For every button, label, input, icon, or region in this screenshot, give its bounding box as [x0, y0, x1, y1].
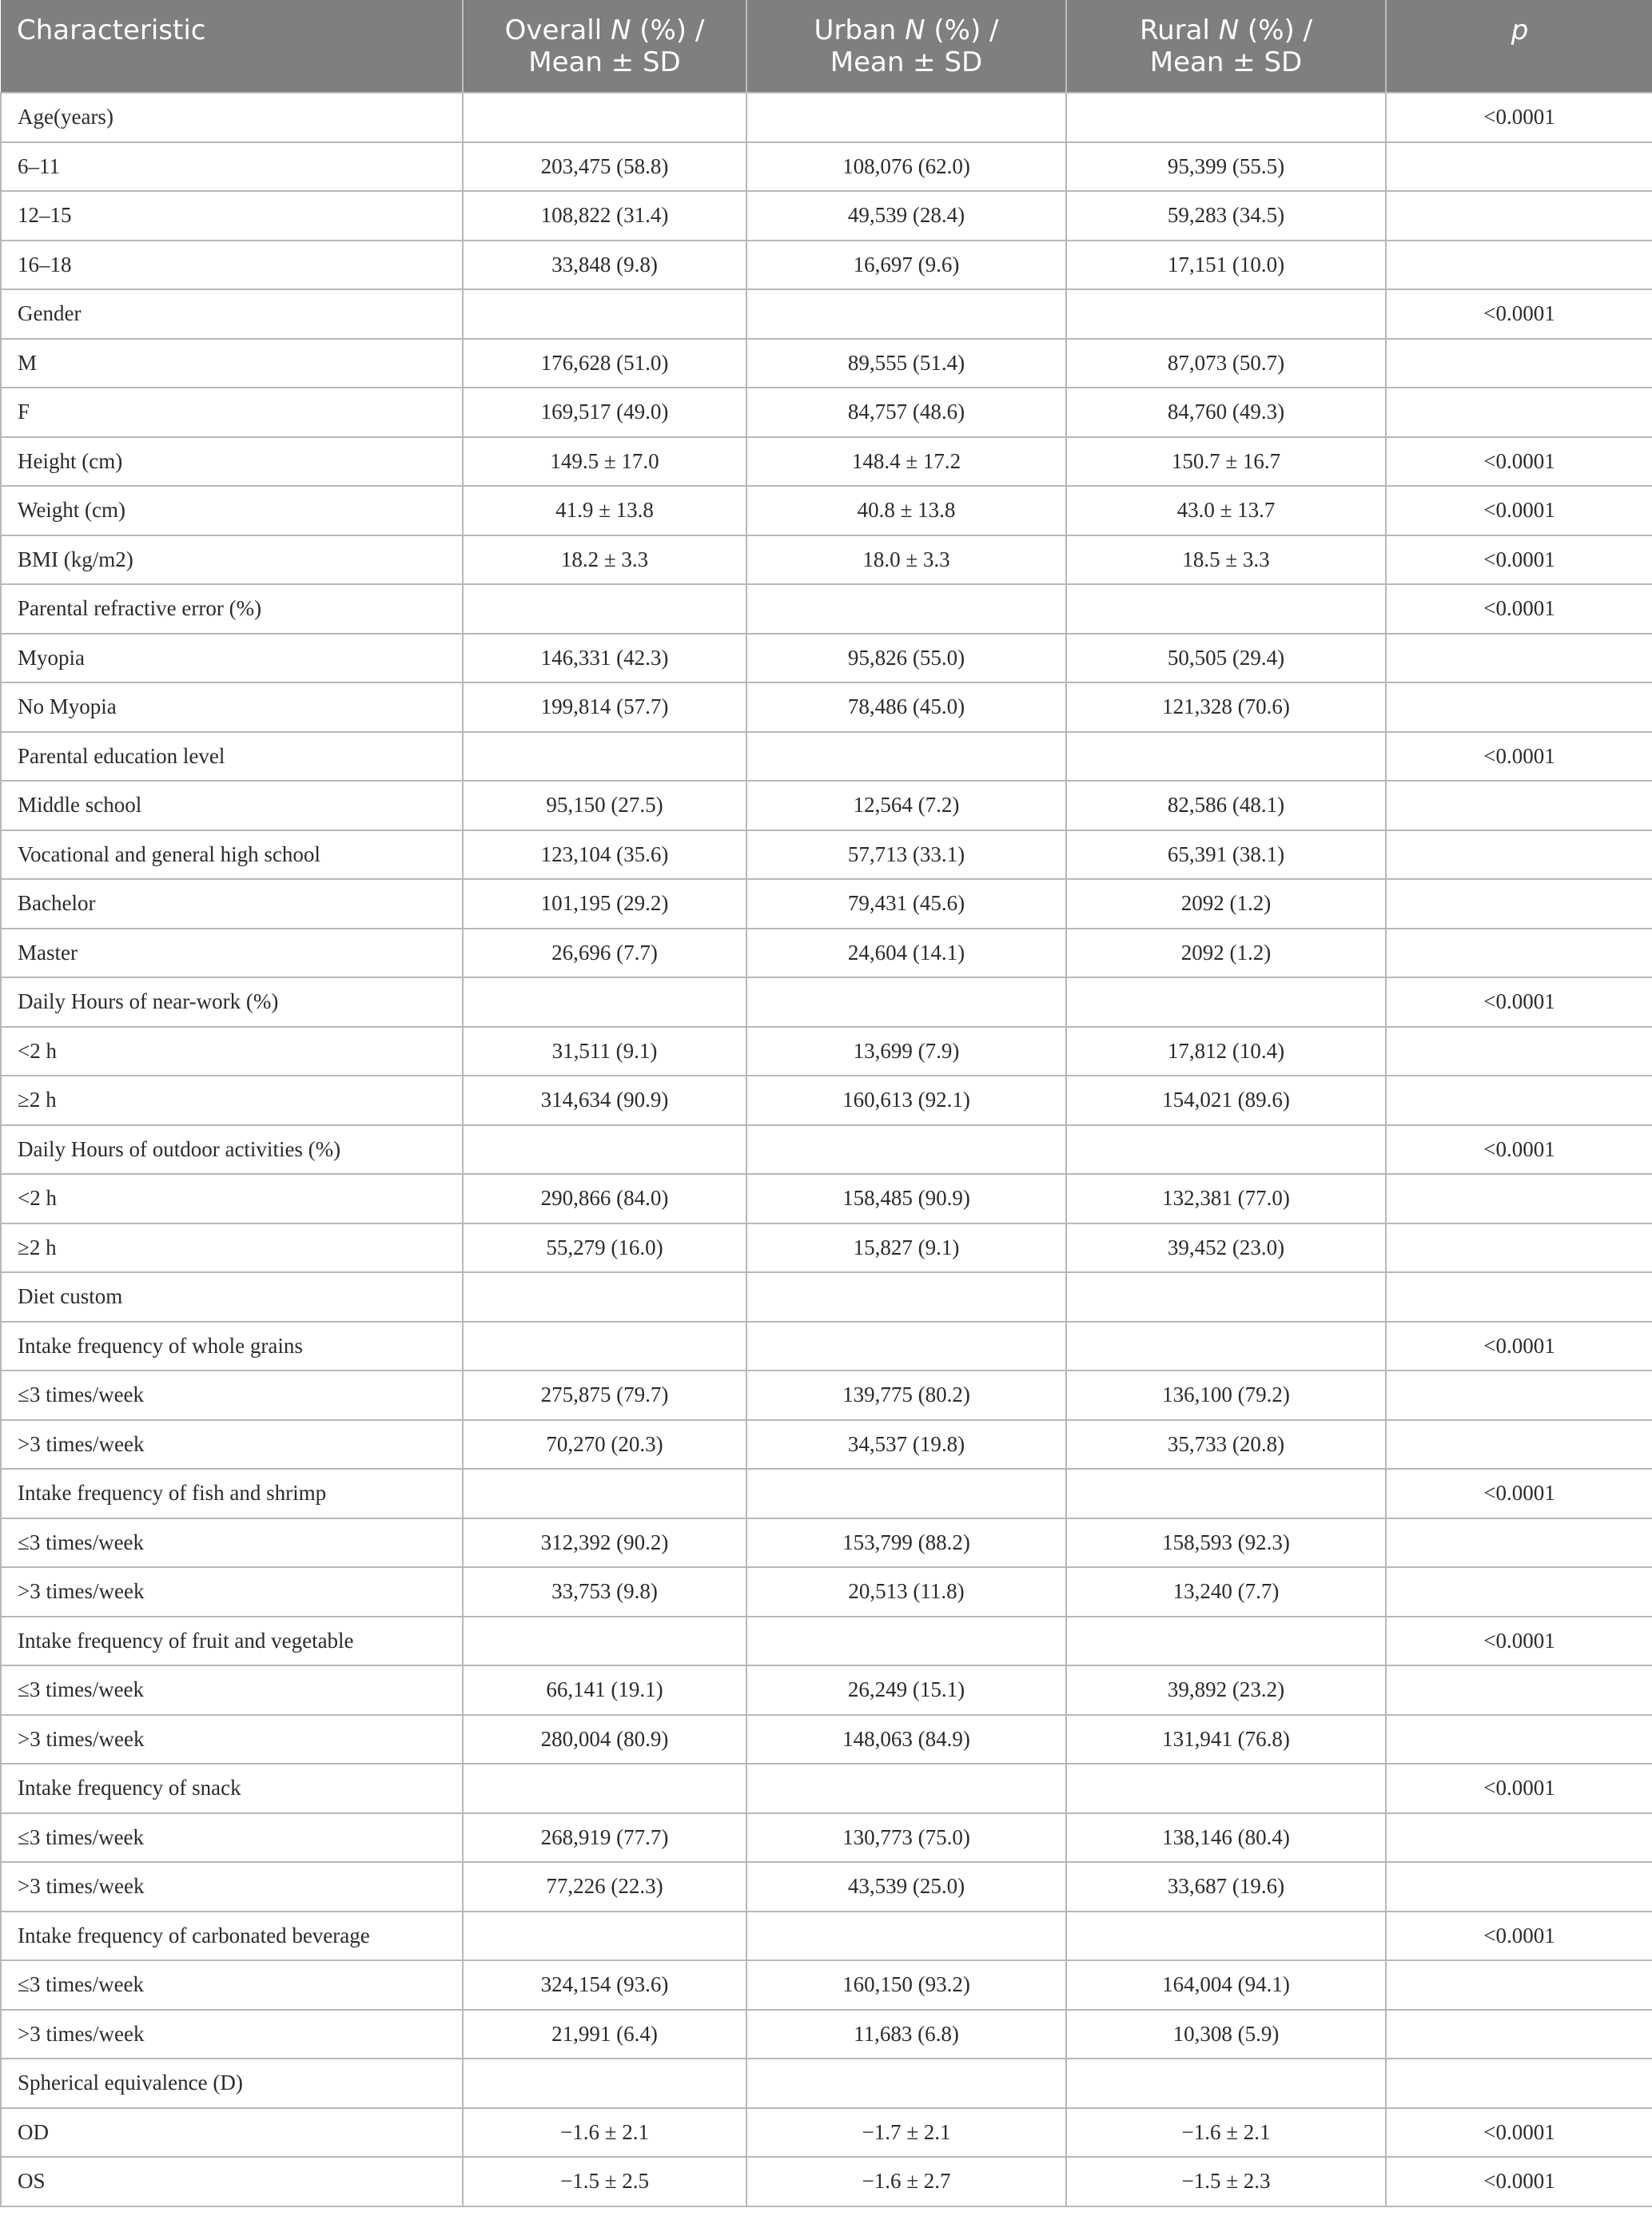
cell-characteristic: Vocational and general high school: [1, 830, 463, 880]
cell-urban: [746, 977, 1066, 1027]
cell-characteristic: ≤3 times/week: [1, 1960, 463, 2010]
cell-characteristic: Age(years): [1, 93, 463, 142]
cell-overall: 108,822 (31.4): [463, 191, 746, 241]
cell-overall: 33,753 (9.8): [463, 1567, 746, 1617]
cell-rural: [1066, 977, 1386, 1027]
table-row: [1, 1715, 1652, 1764]
cell-characteristic: ≤3 times/week: [1, 1518, 463, 1568]
cell-urban: 95,826 (55.0): [746, 634, 1066, 683]
table-row: [1, 2108, 1652, 2158]
cell-rural: 17,812 (10.4): [1066, 1027, 1386, 1076]
cell-overall: 312,392 (90.2): [463, 1518, 746, 1568]
cell-urban: 148.4 ± 17.2: [746, 437, 1066, 487]
cell-overall: −1.6 ± 2.1: [463, 2108, 746, 2158]
cell-overall: 18.2 ± 3.3: [463, 535, 746, 585]
cell-rural: 138,146 (80.4): [1066, 1813, 1386, 1863]
header-urban-n: N: [905, 14, 926, 46]
cell-overall: 70,270 (20.3): [463, 1420, 746, 1470]
cell-p: [1386, 1813, 1652, 1863]
cell-urban: 11,683 (6.8): [746, 2010, 1066, 2059]
cell-rural: [1066, 1272, 1386, 1322]
cell-overall: 33,848 (9.8): [463, 241, 746, 290]
cell-overall: 314,634 (90.9): [463, 1076, 746, 1125]
cell-rural: 50,505 (29.4): [1066, 634, 1386, 683]
cell-urban: 12,564 (7.2): [746, 781, 1066, 830]
cell-characteristic: Intake frequency of snack: [1, 1764, 463, 1813]
table-row: [1, 682, 1652, 732]
cell-overall: [463, 93, 746, 142]
cell-rural: 39,452 (23.0): [1066, 1223, 1386, 1273]
table-row: [1, 634, 1652, 683]
cell-p: <0.0001: [1386, 1469, 1652, 1518]
cell-overall: 26,696 (7.7): [463, 929, 746, 978]
table-row: [1, 191, 1652, 241]
cell-p: [1386, 1420, 1652, 1470]
header-p-label: p: [1511, 14, 1529, 46]
table-row: [1, 1371, 1652, 1420]
cell-characteristic: Parental education level: [1, 732, 463, 782]
table-row: [1, 1912, 1652, 1961]
cell-rural: 121,328 (70.6): [1066, 682, 1386, 732]
cell-urban: 160,613 (92.1): [746, 1076, 1066, 1125]
cell-urban: [746, 2059, 1066, 2108]
cell-overall: 101,195 (29.2): [463, 879, 746, 929]
cell-overall: 280,004 (80.9): [463, 1715, 746, 1764]
cell-urban: 108,076 (62.0): [746, 142, 1066, 192]
cell-p: <0.0001: [1386, 535, 1652, 585]
cell-characteristic: ≥2 h: [1, 1076, 463, 1125]
cell-p: <0.0001: [1386, 1322, 1652, 1371]
cell-characteristic: ≤3 times/week: [1, 1665, 463, 1715]
cell-p: <0.0001: [1386, 1617, 1652, 1666]
table-row: [1, 1960, 1652, 2010]
table-row: [1, 241, 1652, 290]
cell-urban: 139,775 (80.2): [746, 1371, 1066, 1420]
cell-rural: 2092 (1.2): [1066, 929, 1386, 978]
cell-urban: 84,757 (48.6): [746, 388, 1066, 437]
cell-rural: [1066, 584, 1386, 634]
cell-rural: 164,004 (94.1): [1066, 1960, 1386, 2010]
header-overall-line2: Mean ± SD: [528, 46, 681, 78]
cell-p: [1386, 1027, 1652, 1076]
cell-p: <0.0001: [1386, 1912, 1652, 1961]
cell-urban: 57,713 (33.1): [746, 830, 1066, 880]
cell-rural: 2092 (1.2): [1066, 879, 1386, 929]
cell-characteristic: 12–15: [1, 191, 463, 241]
cell-p: [1386, 682, 1652, 732]
cell-p: [1386, 781, 1652, 830]
cell-p: [1386, 929, 1652, 978]
cell-characteristic: Parental refractive error (%): [1, 584, 463, 634]
table-row: [1, 1322, 1652, 1371]
table-row: [1, 1027, 1652, 1076]
cell-rural: [1066, 1764, 1386, 1813]
cell-characteristic: Diet custom: [1, 1272, 463, 1322]
cell-urban: [746, 1322, 1066, 1371]
cell-p: [1386, 1715, 1652, 1764]
cell-overall: 268,919 (77.7): [463, 1813, 746, 1863]
table-row: [1, 584, 1652, 634]
table-row: [1, 879, 1652, 929]
cell-rural: 43.0 ± 13.7: [1066, 486, 1386, 535]
cell-characteristic: No Myopia: [1, 682, 463, 732]
cell-p: [1386, 1567, 1652, 1617]
header-rural: [1066, 0, 1386, 93]
cell-urban: 153,799 (88.2): [746, 1518, 1066, 1568]
cell-characteristic: 6–11: [1, 142, 463, 192]
cell-urban: −1.7 ± 2.1: [746, 2108, 1066, 2158]
table-row: [1, 1125, 1652, 1175]
cell-p: [1386, 142, 1652, 192]
cell-characteristic: <2 h: [1, 1027, 463, 1076]
cell-urban: 26,249 (15.1): [746, 1665, 1066, 1715]
cell-characteristic: Middle school: [1, 781, 463, 830]
cell-urban: 40.8 ± 13.8: [746, 486, 1066, 535]
cell-overall: 169,517 (49.0): [463, 388, 746, 437]
cell-characteristic: >3 times/week: [1, 1567, 463, 1617]
cell-characteristic: OS: [1, 2157, 463, 2206]
table-header: [1, 0, 1652, 93]
cell-overall: [463, 732, 746, 782]
cell-overall: [463, 1125, 746, 1175]
cell-rural: [1066, 1617, 1386, 1666]
table-row: [1, 1272, 1652, 1322]
cell-rural: 154,021 (89.6): [1066, 1076, 1386, 1125]
cell-urban: [746, 289, 1066, 339]
cell-characteristic: ≤3 times/week: [1, 1371, 463, 1420]
cell-overall: 77,226 (22.3): [463, 1862, 746, 1912]
cell-characteristic: Height (cm): [1, 437, 463, 487]
header-urban-pre: Urban: [814, 14, 906, 46]
cell-characteristic: >3 times/week: [1, 1715, 463, 1764]
cell-rural: 65,391 (38.1): [1066, 830, 1386, 880]
table-row: [1, 1617, 1652, 1666]
cell-overall: [463, 289, 746, 339]
cell-rural: [1066, 1125, 1386, 1175]
cell-overall: 41.9 ± 13.8: [463, 486, 746, 535]
cell-rural: [1066, 1469, 1386, 1518]
cell-urban: 148,063 (84.9): [746, 1715, 1066, 1764]
cell-urban: [746, 1125, 1066, 1175]
cell-characteristic: M: [1, 339, 463, 388]
header-rural-post: (%) /: [1239, 14, 1313, 46]
cell-p: <0.0001: [1386, 1125, 1652, 1175]
cell-rural: 18.5 ± 3.3: [1066, 535, 1386, 585]
header-rural-pre: Rural: [1139, 14, 1219, 46]
cell-rural: 158,593 (92.3): [1066, 1518, 1386, 1568]
cell-rural: [1066, 289, 1386, 339]
table-row: [1, 1076, 1652, 1125]
cell-p: [1386, 1862, 1652, 1912]
header-characteristic-label: Characteristic: [17, 14, 206, 46]
cell-rural: 87,073 (50.7): [1066, 339, 1386, 388]
table-row: [1, 339, 1652, 388]
header-row: [1, 0, 1652, 93]
cell-overall: [463, 584, 746, 634]
cell-overall: 31,511 (9.1): [463, 1027, 746, 1076]
cell-urban: 18.0 ± 3.3: [746, 535, 1066, 585]
cell-overall: 199,814 (57.7): [463, 682, 746, 732]
cell-p: <0.0001: [1386, 289, 1652, 339]
cell-urban: 160,150 (93.2): [746, 1960, 1066, 2010]
header-rural-line2: Mean ± SD: [1149, 46, 1303, 78]
table-row: [1, 1764, 1652, 1813]
cell-overall: [463, 1912, 746, 1961]
cell-overall: [463, 1469, 746, 1518]
cell-characteristic: OD: [1, 2108, 463, 2158]
cell-overall: 146,331 (42.3): [463, 634, 746, 683]
table-row: [1, 1518, 1652, 1568]
table-row: [1, 289, 1652, 339]
cell-rural: 131,941 (76.8): [1066, 1715, 1386, 1764]
header-rural-n: N: [1218, 14, 1240, 46]
cell-characteristic: Master: [1, 929, 463, 978]
cell-characteristic: ≤3 times/week: [1, 1813, 463, 1863]
cell-overall: 95,150 (27.5): [463, 781, 746, 830]
cell-urban: [746, 584, 1066, 634]
header-overall-n: N: [610, 14, 631, 46]
cell-rural: −1.5 ± 2.3: [1066, 2157, 1386, 2206]
cell-overall: 123,104 (35.6): [463, 830, 746, 880]
cell-urban: 79,431 (45.6): [746, 879, 1066, 929]
cell-characteristic: BMI (kg/m2): [1, 535, 463, 585]
cell-p: [1386, 1371, 1652, 1420]
cell-rural: [1066, 2059, 1386, 2108]
cell-overall: [463, 2059, 746, 2108]
cell-urban: 15,827 (9.1): [746, 1223, 1066, 1273]
table-row: [1, 1223, 1652, 1273]
header-overall-pre: Overall: [504, 14, 611, 46]
cell-overall: 324,154 (93.6): [463, 1960, 746, 2010]
table-row: [1, 732, 1652, 782]
cell-overall: [463, 977, 746, 1027]
table-row: [1, 1420, 1652, 1470]
cell-urban: 43,539 (25.0): [746, 1862, 1066, 1912]
cell-overall: 55,279 (16.0): [463, 1223, 746, 1273]
cell-p: <0.0001: [1386, 2108, 1652, 2158]
cell-rural: 35,733 (20.8): [1066, 1420, 1386, 1470]
cell-rural: [1066, 93, 1386, 142]
cell-overall: 290,866 (84.0): [463, 1174, 746, 1223]
cell-p: <0.0001: [1386, 93, 1652, 142]
cell-overall: 149.5 ± 17.0: [463, 437, 746, 487]
table-row: [1, 1665, 1652, 1715]
cell-p: [1386, 634, 1652, 683]
cell-p: <0.0001: [1386, 486, 1652, 535]
cell-overall: [463, 1764, 746, 1813]
cell-p: <0.0001: [1386, 584, 1652, 634]
cell-characteristic: Myopia: [1, 634, 463, 683]
table-row: [1, 2157, 1652, 2206]
cell-p: [1386, 1665, 1652, 1715]
table-row: [1, 93, 1652, 142]
cell-rural: [1066, 732, 1386, 782]
cell-characteristic: Intake frequency of fish and shrimp: [1, 1469, 463, 1518]
cell-urban: 89,555 (51.4): [746, 339, 1066, 388]
cell-characteristic: Bachelor: [1, 879, 463, 929]
cell-overall: [463, 1322, 746, 1371]
cell-characteristic: Spherical equivalence (D): [1, 2059, 463, 2108]
cell-urban: 78,486 (45.0): [746, 682, 1066, 732]
table-row: [1, 2059, 1652, 2108]
header-urban-line2: Mean ± SD: [830, 46, 983, 78]
cell-rural: [1066, 1322, 1386, 1371]
cell-urban: 34,537 (19.8): [746, 1420, 1066, 1470]
cell-rural: −1.6 ± 2.1: [1066, 2108, 1386, 2158]
cell-p: [1386, 879, 1652, 929]
table-row: [1, 437, 1652, 487]
cell-p: <0.0001: [1386, 437, 1652, 487]
cell-characteristic: Daily Hours of outdoor activities (%): [1, 1125, 463, 1175]
cell-urban: 16,697 (9.6): [746, 241, 1066, 290]
table-row: [1, 830, 1652, 880]
table-row: [1, 535, 1652, 585]
cell-characteristic: Intake frequency of carbonated beverage: [1, 1912, 463, 1961]
cell-characteristic: Gender: [1, 289, 463, 339]
cell-p: [1386, 1174, 1652, 1223]
table-row: [1, 1813, 1652, 1863]
table-row: [1, 1174, 1652, 1223]
cell-characteristic: Intake frequency of whole grains: [1, 1322, 463, 1371]
cell-characteristic: Daily Hours of near-work (%): [1, 977, 463, 1027]
cell-p: [1386, 388, 1652, 437]
cell-p: [1386, 1272, 1652, 1322]
cell-characteristic: >3 times/week: [1, 2010, 463, 2059]
cell-characteristic: Weight (cm): [1, 486, 463, 535]
cell-urban: 20,513 (11.8): [746, 1567, 1066, 1617]
cell-urban: 24,604 (14.1): [746, 929, 1066, 978]
table-row: [1, 1469, 1652, 1518]
cell-characteristic: <2 h: [1, 1174, 463, 1223]
cell-p: [1386, 1076, 1652, 1125]
cell-overall: 66,141 (19.1): [463, 1665, 746, 1715]
cell-rural: 33,687 (19.6): [1066, 1862, 1386, 1912]
cell-urban: 158,485 (90.9): [746, 1174, 1066, 1223]
cell-rural: 10,308 (5.9): [1066, 2010, 1386, 2059]
cell-p: <0.0001: [1386, 977, 1652, 1027]
table-row: [1, 388, 1652, 437]
cell-p: [1386, 339, 1652, 388]
cell-urban: [746, 1272, 1066, 1322]
table-row: [1, 1567, 1652, 1617]
cell-rural: 82,586 (48.1): [1066, 781, 1386, 830]
cell-rural: 84,760 (49.3): [1066, 388, 1386, 437]
cell-characteristic: F: [1, 388, 463, 437]
cell-rural: 136,100 (79.2): [1066, 1371, 1386, 1420]
cell-rural: 59,283 (34.5): [1066, 191, 1386, 241]
table-row: [1, 486, 1652, 535]
cell-p: [1386, 1223, 1652, 1273]
cell-overall: −1.5 ± 2.5: [463, 2157, 746, 2206]
table-body: [1, 93, 1652, 2206]
cell-p: <0.0001: [1386, 1764, 1652, 1813]
table-row: [1, 929, 1652, 978]
cell-overall: 203,475 (58.8): [463, 142, 746, 192]
cell-rural: 39,892 (23.2): [1066, 1665, 1386, 1715]
cell-urban: [746, 1617, 1066, 1666]
cell-rural: [1066, 1912, 1386, 1961]
cell-overall: [463, 1617, 746, 1666]
table-row: [1, 977, 1652, 1027]
header-characteristic: [1, 0, 463, 93]
cell-rural: 13,240 (7.7): [1066, 1567, 1386, 1617]
cell-overall: [463, 1272, 746, 1322]
cell-rural: 17,151 (10.0): [1066, 241, 1386, 290]
header-overall: [463, 0, 746, 93]
cell-urban: 49,539 (28.4): [746, 191, 1066, 241]
cell-overall: 176,628 (51.0): [463, 339, 746, 388]
cell-urban: [746, 1764, 1066, 1813]
cell-urban: [746, 1912, 1066, 1961]
cell-p: [1386, 2010, 1652, 2059]
cell-p: <0.0001: [1386, 732, 1652, 782]
header-overall-post: (%) /: [631, 14, 705, 46]
cell-p: [1386, 241, 1652, 290]
header-p: [1386, 0, 1652, 93]
cell-rural: 95,399 (55.5): [1066, 142, 1386, 192]
table-row: [1, 142, 1652, 192]
cell-overall: 21,991 (6.4): [463, 2010, 746, 2059]
cell-p: [1386, 2059, 1652, 2108]
table-row: [1, 2010, 1652, 2059]
cell-urban: 130,773 (75.0): [746, 1813, 1066, 1863]
table-row: [1, 781, 1652, 830]
table-row: [1, 1862, 1652, 1912]
cell-characteristic: Intake frequency of fruit and vegetable: [1, 1617, 463, 1666]
cell-p: <0.0001: [1386, 2157, 1652, 2206]
cell-urban: [746, 93, 1066, 142]
cell-p: [1386, 191, 1652, 241]
cell-characteristic: ≥2 h: [1, 1223, 463, 1273]
cell-rural: 150.7 ± 16.7: [1066, 437, 1386, 487]
header-urban: [746, 0, 1066, 93]
cell-urban: −1.6 ± 2.7: [746, 2157, 1066, 2206]
header-urban-post: (%) /: [925, 14, 999, 46]
cell-characteristic: >3 times/week: [1, 1420, 463, 1470]
cell-p: [1386, 1960, 1652, 2010]
cell-urban: 13,699 (7.9): [746, 1027, 1066, 1076]
cell-overall: 275,875 (79.7): [463, 1371, 746, 1420]
cell-characteristic: >3 times/week: [1, 1862, 463, 1912]
cell-p: [1386, 1518, 1652, 1568]
cell-rural: 132,381 (77.0): [1066, 1174, 1386, 1223]
cell-urban: [746, 732, 1066, 782]
cell-characteristic: 16–18: [1, 241, 463, 290]
cell-p: [1386, 830, 1652, 880]
cell-urban: [746, 1469, 1066, 1518]
